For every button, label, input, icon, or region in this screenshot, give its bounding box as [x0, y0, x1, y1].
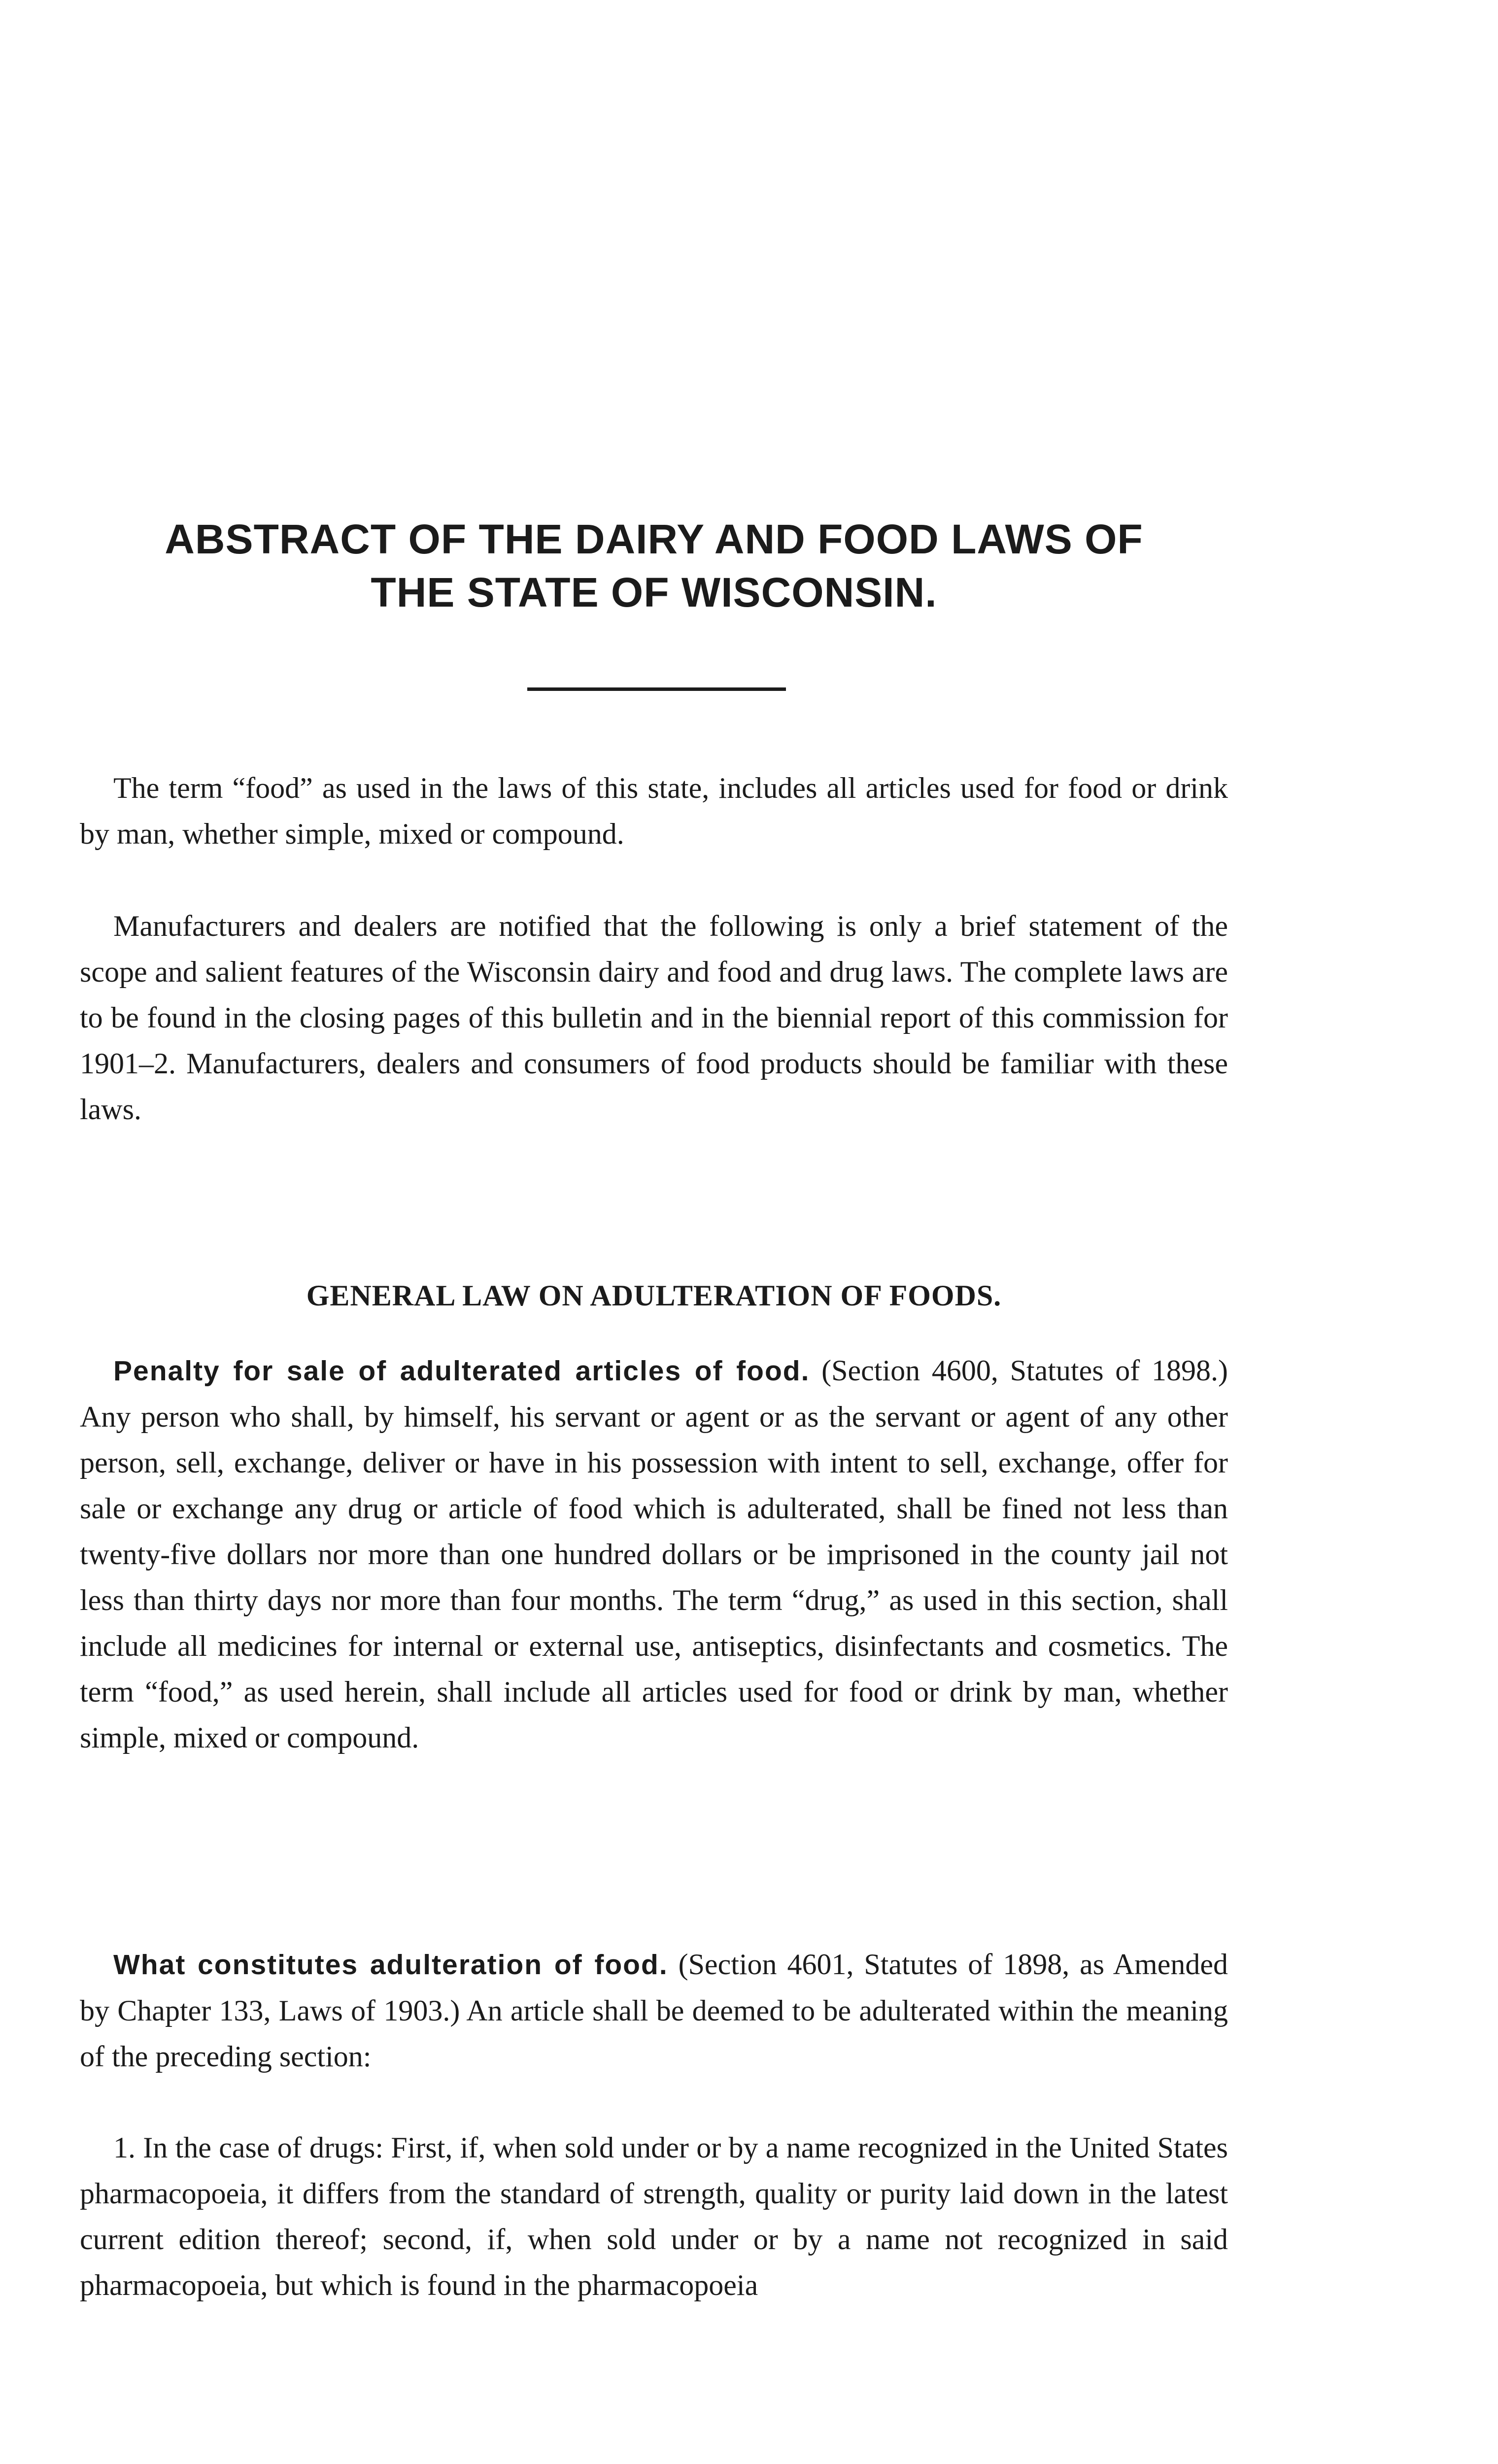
document-page [80, 0, 1228, 2464]
title-divider [527, 687, 786, 691]
adulteration-paragraph [80, 1942, 1228, 2080]
title-line-1: ABSTRACT OF THE DAIRY AND FOOD LAWS OF [165, 516, 1143, 562]
intro-paragraph-notice: Manufacturers and dealers are notified that the following is only a brief statement of the scope and salient features of the Wisconsin dairy and food and drug laws. The complete laws are to be found in the closing pages of this bulletin and in the biennial report of this commission for 1901–2. Manufacturers, dealers and consumers of food products should be familiar with these laws. [80, 910, 1228, 1126]
penalty-paragraph [80, 1348, 1228, 1761]
penalty-text: (Section 4600, Statutes of 1898.) Any person who shall, by himself, his servant or agent or as the servant or agent of any other person, sell, exchange, deliver or have in his possession with intent to sell, exchange, offer for sale or exchange any drug or article of food which is adulterated, shall be fined not less than twenty-five dollars nor more than one hundred dollars or be imprisoned in the county jail not less than thirty days nor more than four months. The term “drug,” as used in this section, shall include all medicines for internal or external use, antiseptics, disinfectants and cosmetics. The term “food,” as used herein, shall include all articles used for food or drink by man, whether simple, mixed or compound. [80, 1354, 1228, 1754]
adulteration-text: (Section 4601, Statutes of 1898, as Amended by Chapter 133, Laws of 1903.) An article shall be deemed to be adulterated within the meaning of the preceding section: [80, 1948, 1228, 2073]
title-line-2: THE STATE OF WISCONSIN. [371, 569, 937, 616]
document-title [80, 513, 1228, 619]
intro-paragraph-definition: The term “food” as used in the laws of this state, includes all articles used for food or drink by man, whether simple, mixed or compound. [80, 772, 1228, 850]
penalty-heading: Penalty for sale of adulterated articles of food. [113, 1355, 810, 1387]
drugs-paragraph: 1. In the case of drugs: First, if, when sold under or by a name recognized in the United States pharmacopoeia, it differs from the standard of strength, quality or purity laid down in the latest current edition thereof; second, if, when sold under or by a name not recognized in said pharmacopoeia, but which is found in the pharmacopoeia [80, 2131, 1228, 2301]
section-heading: GENERAL LAW ON ADULTERATION OF FOODS. [306, 1279, 1002, 1312]
adulteration-heading: What constitutes adulteration of food. [113, 1949, 668, 1981]
